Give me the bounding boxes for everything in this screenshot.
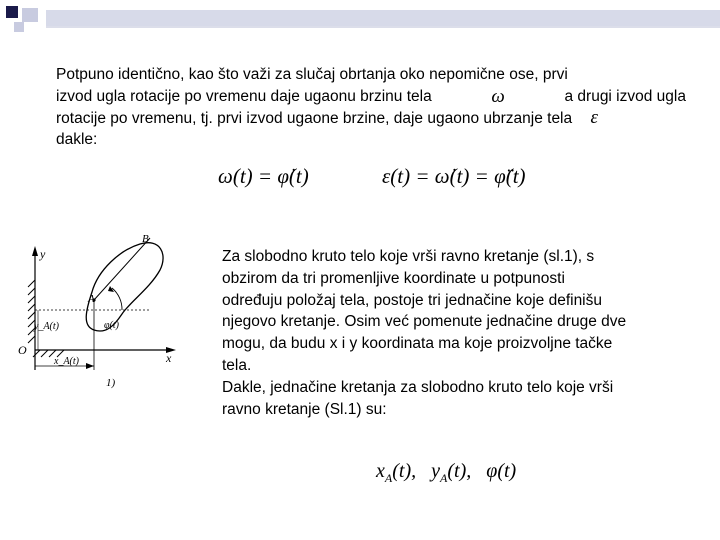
deco-square-light <box>22 8 38 22</box>
body-line-2 <box>222 268 690 290</box>
body-text: Za slobodno kruto telo koje vrši ravno kretanje (sl.1), s <box>222 248 595 265</box>
rigid-body-figure <box>10 230 210 400</box>
body-line-6 <box>222 355 690 377</box>
label-B: B <box>142 233 149 245</box>
deco-square-dark <box>6 6 18 18</box>
body-text: mogu, da budu x i y koordinata ma koje proizvoljne tačke <box>222 335 613 353</box>
intro-text-4: dakle: <box>56 130 98 148</box>
body-line-3 <box>222 290 690 312</box>
yA-subscript: A <box>440 471 448 485</box>
intro-text-2a: izvod ugla rotacije po vremenu daje ugaonu brzinu tela <box>56 87 432 105</box>
yA-arg: (t), <box>447 460 472 482</box>
xA-symbol: x <box>376 460 385 482</box>
epsilon-symbol: ε <box>590 107 598 128</box>
xA-arg: (t), <box>392 460 417 482</box>
label-x: x <box>166 351 172 365</box>
decorative-header <box>0 0 720 48</box>
intro-line-3 <box>56 107 686 129</box>
body-line-5 <box>222 333 690 355</box>
line-AB <box>94 238 150 300</box>
body-text: ravno kretanje (Sl.1) su: <box>222 400 387 418</box>
phi-function: φ(t) <box>486 460 517 482</box>
intro-line-4 <box>56 129 686 151</box>
deco-bar <box>46 10 720 26</box>
figure-caption: 1) <box>106 377 116 389</box>
body-paragraph <box>222 246 690 420</box>
label-yA: y_A(t) <box>34 321 59 332</box>
y-axis-arrow <box>32 246 38 256</box>
label-y: y <box>40 247 46 261</box>
label-A: A <box>88 293 95 305</box>
wall-hatching <box>28 280 35 343</box>
intro-text-2b: a drugi izvod ugla <box>564 87 686 105</box>
label-phi: φ(t) <box>104 320 119 331</box>
label-xA: x_A(t) <box>54 356 79 367</box>
intro-text-1: Potpuno identično, kao što važi za slučaj obrtanja oko nepomične ose, prvi <box>56 66 568 83</box>
body-text: obzirom da tri promenljive koordinate u potpunosti <box>222 269 565 287</box>
yA-symbol: y <box>431 460 441 482</box>
body-text: njegovo kretanje. Osim već pomenute jednačine druge dve <box>222 313 627 331</box>
intro-line-1 <box>56 64 686 86</box>
rigid-body-outline <box>86 243 163 331</box>
omega-symbol: ω <box>491 85 505 107</box>
body-line-1 <box>222 246 690 268</box>
body-text: Dakle, jednačine kretanja za slobodno kruto telo koje vrši <box>222 378 614 396</box>
intro-line-2 <box>56 86 686 108</box>
xA-arrow <box>86 363 94 369</box>
omega-equation: ω(t) = φ̇(t) <box>218 164 309 188</box>
epsilon-equation: ε(t) = ω̇(t) = φ̈(t) <box>382 164 526 188</box>
motion-equations <box>376 460 516 486</box>
body-line-8 <box>222 399 690 421</box>
body-line-4 <box>222 311 690 333</box>
label-O: O <box>18 343 27 357</box>
intro-paragraph <box>56 64 686 150</box>
intro-text-3: rotacije po vremenu, tj. prvi izvod ugaone brzine, daje ugaono ubrzanje tela <box>56 110 573 127</box>
body-text: određuju položaj tela, postoje tri jednačine koje definišu <box>222 291 602 309</box>
deco-square-light <box>14 22 24 32</box>
body-text: tela. <box>222 356 252 374</box>
body-line-7 <box>222 377 690 399</box>
xA-subscript: A <box>384 471 393 485</box>
